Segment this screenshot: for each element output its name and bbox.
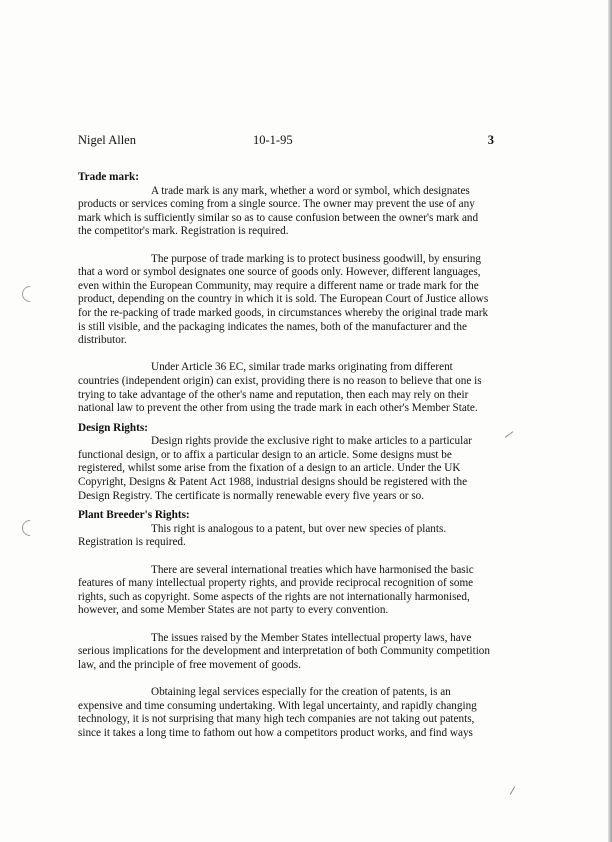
punch-hole-top	[19, 283, 42, 306]
paragraph: A trade mark is any mark, whether a word or symbol, which designates products or services coming from a single source. The owner may prevent the use of any mark which is sufficiently similar so as to cause confusion between the owner's mark and the competitor's mark. Registration is required.	[78, 184, 479, 238]
paragraph: There are several international treaties which have harmonised the basic features of many intellectual property rights, and provide reciprocal recognition of some rights, such as copyright. Some aspects of the rights are not internationally harmonised, however, and some Member States are not party to every convention.	[78, 563, 474, 617]
section-heading-design-rights: Design Rights:	[78, 421, 148, 434]
page-number: 3	[487, 133, 494, 147]
author-name: Nigel Allen	[78, 133, 136, 147]
scan-mark	[505, 431, 514, 438]
paragraph: The purpose of trade marking is to protect business goodwill, by ensuring that a word or symbol designates one source of goods only. However, different languages, even within the European Community, may require a different name or trade mark for the product, depending on the country in which it is sold. The European Court of Justice allows for the re-packing of trade marked goods, in circumstances whereby the original trade mark is still visible, and the packaging indicates the names, both of the manufacturer and the distributor.	[78, 252, 489, 347]
scan-edge	[608, 0, 612, 842]
document-date: 10-1-95	[253, 133, 293, 147]
paragraph: Under Article 36 EC, similar trade marks originating from different countries (independent origin) can exist, providing there is no reason to believe that one is trying to take advantage of the other's name and reputation, then each may rely on their national law to prevent the other from using the trade mark in each other's Member State.	[78, 361, 482, 415]
paragraph: Obtaining legal services especially for the creation of patents, is an expensive and time consuming undertaking. With legal uncertainty, and rapidly changing technology, it is not surprising that many high tech companies are not taking out patents, since it takes a long time to fathom out how a competitors product works, and find ways	[78, 685, 477, 739]
scan-mark	[510, 786, 515, 794]
section-heading-trade-mark: Trade mark:	[78, 171, 140, 183]
section-heading-plant-breeders-rights: Plant Breeder's Rights:	[78, 509, 190, 522]
paragraph: Design rights provide the exclusive right to make articles to a particular functional design, or to affix a particular design to an article. Some designs must be registered, whilst some arise from the fixation of a design to an article. Under the UK Copyright, Designs & Patent Act 1988, industrial designs should be registered with the Design Registry. The certificate is normally renewable every five years or so.	[78, 435, 472, 502]
page-header	[78, 133, 494, 149]
paragraph: The issues raised by the Member States intellectual property laws, have serious implications for the development and interpretation of both Community competition law, and the principle of free movement of goods.	[78, 631, 490, 671]
paragraph: This right is analogous to a patent, but over new species of plants. Registration is required.	[78, 522, 447, 549]
document-body	[78, 171, 494, 740]
punch-hole-bottom	[19, 517, 42, 540]
